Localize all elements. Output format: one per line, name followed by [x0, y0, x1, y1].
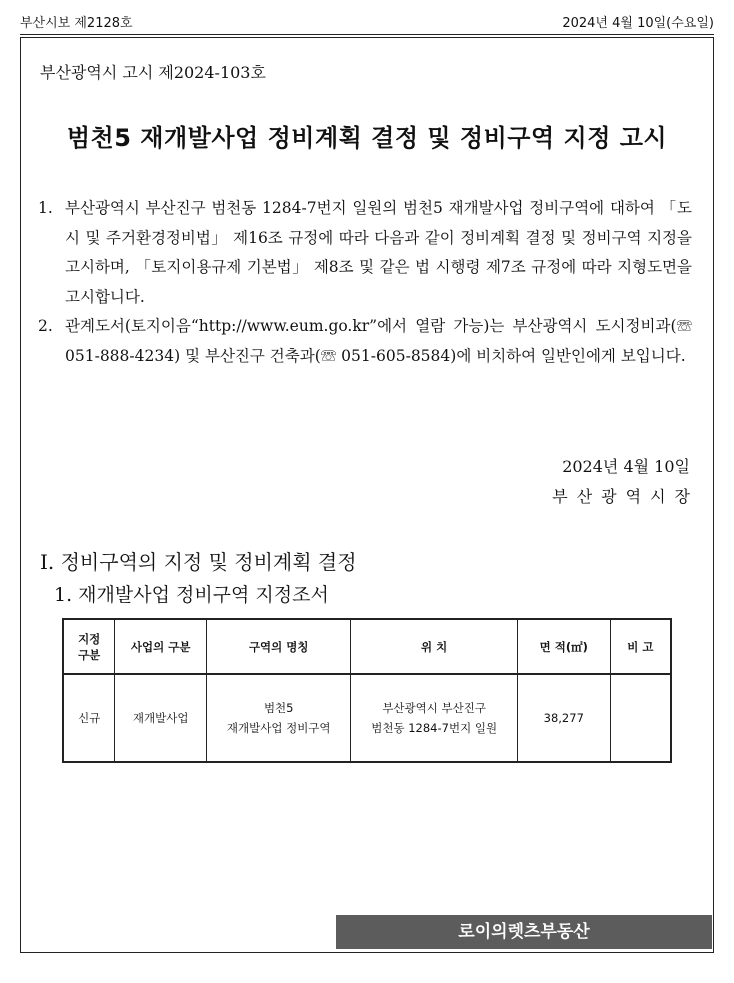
notice-items [38, 194, 692, 371]
column-header: 면 적(㎡) [517, 619, 610, 674]
table-header-row [63, 619, 671, 674]
gazette-date: 2024년 4월 10일(수요일) [562, 16, 714, 31]
sign-date: 2024년 4월 10일 [562, 457, 690, 476]
header-rule [20, 34, 714, 35]
cell-area: 38,277 [517, 674, 610, 762]
item-number: 2. [38, 317, 53, 335]
column-header: 구역의 명칭 [207, 619, 351, 674]
signature-block [552, 452, 699, 512]
column-header [63, 619, 115, 674]
gazette-number: 부산시보 제2128호 [20, 16, 133, 31]
page-header [20, 12, 714, 34]
column-header: 비 고 [610, 619, 671, 674]
list-item [38, 194, 692, 312]
notice-number: 부산광역시 고시 제2024-103호 [40, 63, 266, 82]
header-designation-type: 지정 구분 [78, 631, 101, 662]
cell-name-line: 범천5 [263, 701, 294, 715]
item-text: 부산광역시 부산진구 범천동 1284-7번지 일원의 범천5 재개발사업 정비구역에 대하여 「도시 및 주거환경정비법」 제16조 규정에 따라 다음과 같이 정비계획 결정 및 정비구역 지정을 고시하며, 「토지이용규제 기본법」 제8조 및 같은 법 시행령 제7조 규정에 따라 지형도면을 고시합니다. [65, 199, 692, 306]
cell-note [610, 674, 671, 762]
cell-location-line: 범천동 1284-7번지 일원 [371, 721, 498, 735]
list-item [38, 312, 692, 371]
watermark-banner: 로이의렛츠부동산 http://letsbudongsan.com [336, 915, 712, 949]
item-number: 1. [38, 199, 53, 217]
item-text: 관계도서(토지이음“http://www.eum.go.kr”에서 열람 가능)는 부산광역시 도시정비과(☏ 051-888-4234) 및 부산진구 건축과(☏ 051-605-8584)에 비치하여 일반인에게 보입니다. [65, 317, 692, 365]
subsection-heading: 1. 재개발사업 정비구역 지정조서 [54, 584, 329, 606]
cell-location [351, 674, 517, 762]
cell-name-line: 재개발사업 정비구역 [226, 721, 331, 735]
designation-table [62, 618, 672, 763]
section-heading: I. 정비구역의 지정 및 정비계획 결정 [40, 550, 357, 574]
signer-name: 부산광역시장 [552, 487, 699, 506]
cell-location-line: 부산광역시 부산진구 [382, 701, 486, 715]
page-title: 범천5 재개발사업 정비계획 결정 및 정비구역 지정 고시 [66, 124, 668, 152]
cell-type: 신규 [63, 674, 115, 762]
column-header: 사업의 구분 [115, 619, 207, 674]
cell-project: 재개발사업 [115, 674, 207, 762]
cell-name [207, 674, 351, 762]
table-row [63, 674, 671, 762]
column-header: 위 치 [351, 619, 517, 674]
